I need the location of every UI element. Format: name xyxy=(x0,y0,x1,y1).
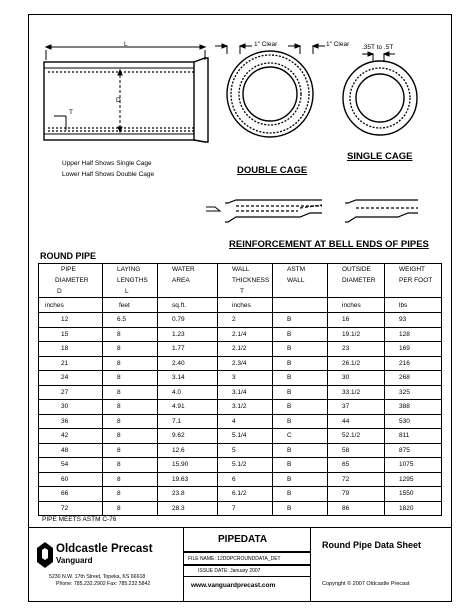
table-cell: 169 xyxy=(385,342,442,357)
header-cell: LENGTHS xyxy=(103,275,158,286)
table-cell: B xyxy=(273,313,328,328)
table-cell: 15 xyxy=(39,327,103,342)
table-cell: 1295 xyxy=(385,472,442,487)
diameter-label: D xyxy=(116,97,121,104)
unit-cell: inches xyxy=(39,298,103,313)
table-cell: 27 xyxy=(39,385,103,400)
header-cell: L xyxy=(103,286,158,298)
table-cell: 2.1/4 xyxy=(218,327,273,342)
unit-cell: inches xyxy=(218,298,273,313)
table-cell: 66 xyxy=(39,487,103,502)
reinforcement-title: REINFORCEMENT AT BELL ENDS OF PIPES xyxy=(229,239,429,250)
table-cell: 26.1/2 xyxy=(328,356,385,371)
table-cell: 3.1/2 xyxy=(218,400,273,415)
table-cell: 8 xyxy=(103,356,158,371)
table-cell: 5.1/2 xyxy=(218,458,273,473)
table-cell: 30 xyxy=(39,400,103,415)
table-cell: 58 xyxy=(328,443,385,458)
table-cell: 72 xyxy=(39,501,103,516)
table-cell: 4.0 xyxy=(158,385,218,400)
header-cell: THICKNESS xyxy=(218,275,273,286)
single-cage-title: SINGLE CAGE xyxy=(347,151,413,162)
table-cell: B xyxy=(273,385,328,400)
table-cell: 3.14 xyxy=(158,371,218,386)
table-cell: 1820 xyxy=(385,501,442,516)
table-cell: 65 xyxy=(328,458,385,473)
table-cell: 6.5 xyxy=(103,313,158,328)
header-cell: ASTM xyxy=(273,264,328,276)
table-cell: 8 xyxy=(103,385,158,400)
header-cell: LAYING xyxy=(103,264,158,276)
table-cell: 33.1/2 xyxy=(328,385,385,400)
table-cell: 1075 xyxy=(385,458,442,473)
table-cell: B xyxy=(273,472,328,487)
table-cell: B xyxy=(273,501,328,516)
table-cell: 8 xyxy=(103,443,158,458)
sheet-code: PIPEDATA xyxy=(218,534,268,545)
table-cell: B xyxy=(273,327,328,342)
table-cell: B xyxy=(273,342,328,357)
table-footnote: PIPE MEETS ASTM C-76 xyxy=(42,516,117,523)
table-cell: 5 xyxy=(218,443,273,458)
header-cell: WALL xyxy=(218,264,273,276)
table-cell: 4.91 xyxy=(158,400,218,415)
table-cell: 8 xyxy=(103,371,158,386)
header-cell: WEIGHT xyxy=(385,264,442,276)
table-cell: 60 xyxy=(39,472,103,487)
table-cell: 52.1/2 xyxy=(328,429,385,444)
table-cell: 6.1/2 xyxy=(218,487,273,502)
table-cell: 16 xyxy=(328,313,385,328)
table-cell: 44 xyxy=(328,414,385,429)
company-phone: Phone: 785.232.2902 Fax: 785.232.5842 xyxy=(56,581,151,587)
table-cell: 8 xyxy=(103,400,158,415)
table-cell: 875 xyxy=(385,443,442,458)
table-cell: 48 xyxy=(39,443,103,458)
table-cell: 8 xyxy=(103,501,158,516)
header-cell: AREA xyxy=(158,275,218,286)
length-label: L xyxy=(124,41,128,48)
table-cell: 2.40 xyxy=(158,356,218,371)
header-cell: WATER xyxy=(158,264,218,276)
table-cell: B xyxy=(273,400,328,415)
company-address: 5230 N.W. 17th Street, Topeka, KS 66618 xyxy=(49,574,146,580)
table-cell: B xyxy=(273,356,328,371)
table-cell: 388 xyxy=(385,400,442,415)
table-cell: 2 xyxy=(218,313,273,328)
table-cell: 21 xyxy=(39,356,103,371)
issue-date: ISSUE DATE: January 2007 xyxy=(198,568,261,574)
table-cell: B xyxy=(273,458,328,473)
table-cell: 12 xyxy=(39,313,103,328)
table-cell: 1550 xyxy=(385,487,442,502)
header-cell: WALL xyxy=(273,275,328,286)
table-cell: 8 xyxy=(103,342,158,357)
table-cell: 8 xyxy=(103,327,158,342)
company-name: Oldcastle Precast xyxy=(56,543,153,555)
table-cell: 54 xyxy=(39,458,103,473)
table-cell: C xyxy=(273,429,328,444)
thickness-label: T xyxy=(69,109,73,116)
double-cage-title: DOUBLE CAGE xyxy=(237,165,308,176)
caption-upper: Upper Half Shows Single Cage xyxy=(62,160,152,167)
table-cell: B xyxy=(273,371,328,386)
table-cell: 8 xyxy=(103,458,158,473)
header-cell: D xyxy=(39,286,103,298)
oldcastle-logo-icon xyxy=(37,542,53,568)
table-cell: 1.23 xyxy=(158,327,218,342)
table-cell: 325 xyxy=(385,385,442,400)
copyright: Copyright © 2007 Oldcastle Precast xyxy=(322,581,410,587)
table-cell: B xyxy=(273,487,328,502)
header-cell: T xyxy=(218,286,273,298)
table-cell: 7 xyxy=(218,501,273,516)
table-cell: 19.63 xyxy=(158,472,218,487)
sheet-title: Round Pipe Data Sheet xyxy=(322,540,422,550)
table-cell: 811 xyxy=(385,429,442,444)
table-cell: 9.62 xyxy=(158,429,218,444)
table-cell: 23.8 xyxy=(158,487,218,502)
table-cell: 36 xyxy=(39,414,103,429)
table-cell: 7.1 xyxy=(158,414,218,429)
unit-cell: inches xyxy=(328,298,385,313)
table-cell: 18 xyxy=(39,342,103,357)
header-cell: DIAMETER xyxy=(328,275,385,286)
unit-cell: feet xyxy=(103,298,158,313)
table-cell: 128 xyxy=(385,327,442,342)
table-cell: 4 xyxy=(218,414,273,429)
table-cell: 3 xyxy=(218,371,273,386)
caption-lower: Lower Half Shows Double Cage xyxy=(62,171,155,178)
table-cell: 216 xyxy=(385,356,442,371)
header-cell: OUTSIDE xyxy=(328,264,385,276)
clear-left-label: 1" Clear xyxy=(254,41,278,48)
table-cell: 8 xyxy=(103,414,158,429)
table-cell: 8 xyxy=(103,429,158,444)
table-cell: 2.3/4 xyxy=(218,356,273,371)
table-cell: 86 xyxy=(328,501,385,516)
header-cell: PIPE xyxy=(39,264,103,276)
unit-cell: sq.ft. xyxy=(158,298,218,313)
header-cell: PER FOOT xyxy=(385,275,442,286)
table-cell: 1.77 xyxy=(158,342,218,357)
table-cell: B xyxy=(273,443,328,458)
table-cell: 72 xyxy=(328,472,385,487)
table-cell: 0.79 xyxy=(158,313,218,328)
table-title: ROUND PIPE xyxy=(40,251,97,261)
table-cell: 5.1/4 xyxy=(218,429,273,444)
table-cell: 12.6 xyxy=(158,443,218,458)
header-cell: DIAMETER xyxy=(39,275,103,286)
table-cell: 28.3 xyxy=(158,501,218,516)
table-cell: 530 xyxy=(385,414,442,429)
table-cell: 24 xyxy=(39,371,103,386)
table-cell: 79 xyxy=(328,487,385,502)
table-cell: 23 xyxy=(328,342,385,357)
table-cell: 93 xyxy=(385,313,442,328)
unit-cell: lbs xyxy=(385,298,442,313)
table-cell: 6 xyxy=(218,472,273,487)
table-cell: 37 xyxy=(328,400,385,415)
table-cell: 3.1/4 xyxy=(218,385,273,400)
table-cell: B xyxy=(273,414,328,429)
website[interactable]: www.vanguardprecast.com xyxy=(191,582,276,589)
file-name: FILE NAME: 12DDPCROUNDDATA_DET xyxy=(188,556,281,562)
clear-right-label: 1" Clear xyxy=(326,41,350,48)
division-name: Vanguard xyxy=(56,556,93,565)
table-cell: 8 xyxy=(103,472,158,487)
table-cell: 42 xyxy=(39,429,103,444)
table-cell: 15.90 xyxy=(158,458,218,473)
table-cell: 8 xyxy=(103,487,158,502)
table-cell: 19.1/2 xyxy=(328,327,385,342)
table-cell: 30 xyxy=(328,371,385,386)
cover-range-label: .35T to .5T xyxy=(362,44,394,51)
table-cell: 268 xyxy=(385,371,442,386)
table-cell: 2.1/2 xyxy=(218,342,273,357)
